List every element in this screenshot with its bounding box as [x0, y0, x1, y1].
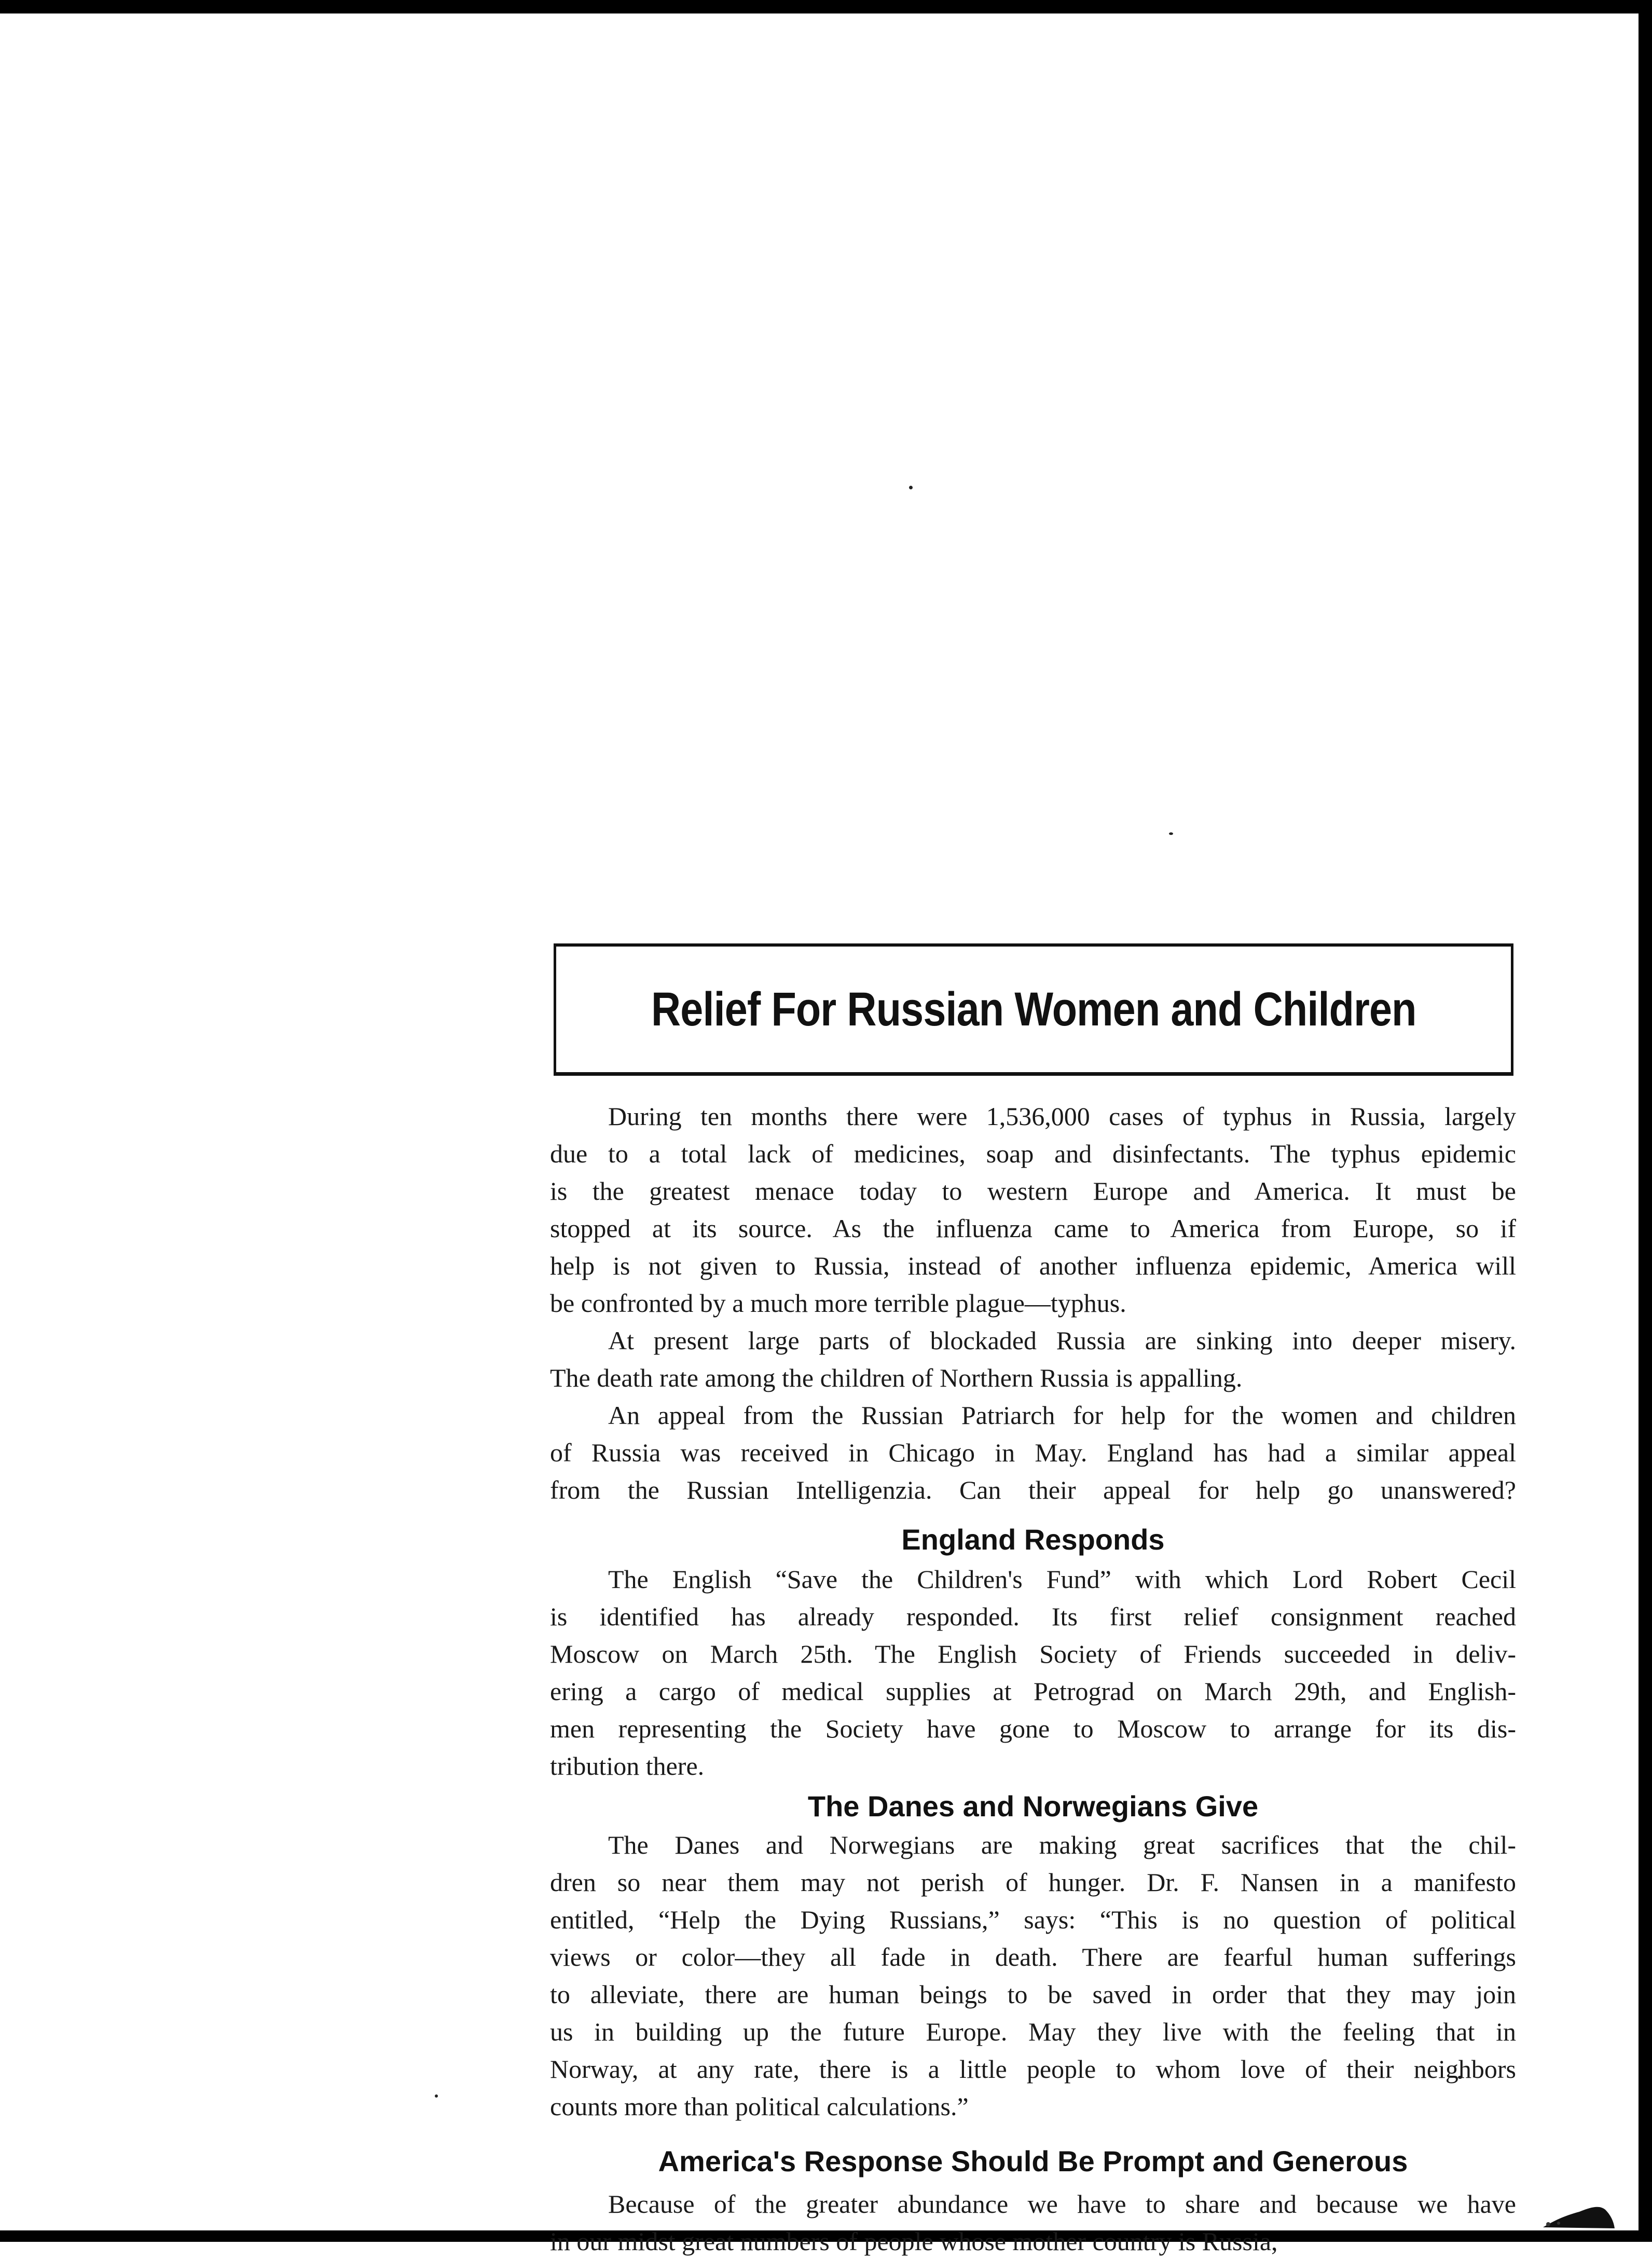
ink-blot	[1538, 2200, 1616, 2229]
title-box	[554, 943, 1513, 1076]
text-line: to alleviate, there are human beings to be saved in order that they may join	[550, 1980, 1516, 2009]
text-line: from the Russian Intelligenzia. Can their appeal for help go unanswered?	[550, 1475, 1516, 1504]
text-line: The Danes and Norwegians are making great sacrifices that the chil-	[608, 1830, 1516, 1859]
text-line: entitled, “Help the Dying Russians,” says: “This is no question of political	[550, 1905, 1516, 1934]
scan-speck	[435, 2094, 438, 2098]
text-line: is identified has already responded. Its first relief consignment reached	[550, 1602, 1516, 1631]
text-line: men representing the Society have gone to Moscow to arrange for its dis-	[550, 1714, 1516, 1743]
section-heading: America's Response Should Be Prompt and Generous	[658, 2145, 1408, 2177]
text-line: due to a total lack of medicines, soap and disinfectants. The typhus epidemic	[550, 1139, 1516, 1168]
text-line: of Russia was received in Chicago in May. England has had a similar appeal	[550, 1438, 1516, 1467]
text-line: ering a cargo of medical supplies at Petrograd on March 29th, and English-	[550, 1677, 1516, 1706]
section-heading: England Responds	[901, 1523, 1165, 1556]
text-line: counts more than political calculations.”	[550, 2092, 969, 2121]
text-line: An appeal from the Russian Patriarch for help for the women and children	[608, 1401, 1516, 1430]
section-heading: The Danes and Norwegians Give	[807, 1790, 1259, 1823]
text-line: Because of the greater abundance we have to share and because we have	[608, 2189, 1516, 2218]
scan-border-right	[1639, 0, 1652, 2242]
text-line: us in building up the future Europe. May they live with the feeling that in	[550, 2017, 1516, 2046]
text-line: dren so near them may not perish of hunger. Dr. F. Nansen in a manifesto	[550, 1868, 1516, 1897]
text-line: Moscow on March 25th. The English Society of Friends succeeded in deliv-	[550, 1639, 1516, 1668]
scan-border-top	[0, 0, 1652, 13]
scan-speck	[1169, 832, 1173, 835]
scan-speck	[909, 486, 913, 489]
text-line: tribution there.	[550, 1751, 705, 1780]
text-line: stopped at its source. As the influenza came to America from Europe, so if	[550, 1214, 1516, 1243]
text-line: help is not given to Russia, instead of another influenza epidemic, America will	[550, 1251, 1516, 1280]
text-line: is the greatest menace today to western Europe and America. It must be	[550, 1176, 1516, 1206]
text-line: The English “Save the Children's Fund” with which Lord Robert Cecil	[608, 1565, 1516, 1594]
text-line: Norway, at any rate, there is a little people to whom love of their neighbors	[550, 2054, 1516, 2084]
text-line: During ten months there were 1,536,000 cases of typhus in Russia, largely	[608, 1102, 1516, 1131]
article-body	[550, 1098, 1516, 2260]
text-line: The death rate among the children of Northern Russia is appalling.	[550, 1363, 1243, 1392]
text-line: in our midst great numbers of people whose mother country is Russia,	[550, 2227, 1278, 2256]
page-title: Relief For Russian Women and Children	[651, 982, 1416, 1036]
text-line: At present large parts of blockaded Russia are sinking into deeper misery.	[608, 1326, 1516, 1355]
text-line: views or color—they all fade in death. There are fearful human sufferings	[550, 1942, 1516, 1971]
text-line: be confronted by a much more terrible plague—typhus.	[550, 1289, 1126, 1318]
